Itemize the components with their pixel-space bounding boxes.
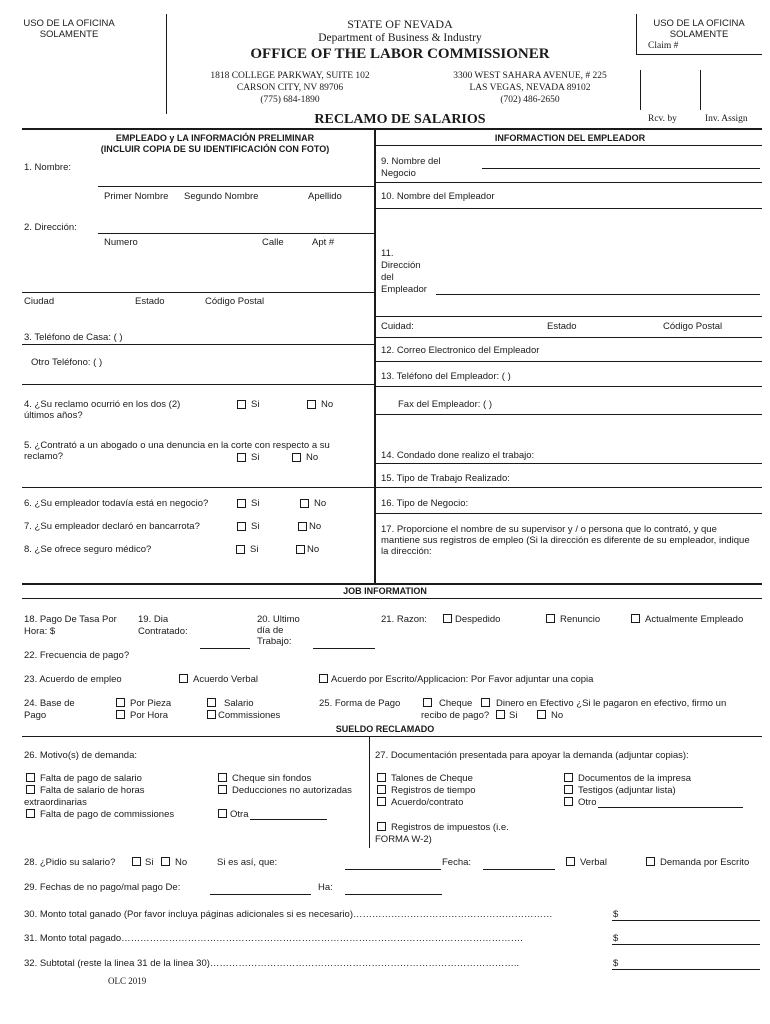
cheque-fondos-checkbox[interactable] [218, 773, 227, 782]
impuestos-label: Registros de impuestos (i.e. FORMA W-2) [375, 822, 509, 845]
q30-dollar: $ [613, 909, 619, 920]
section-rule-q3 [22, 384, 374, 385]
business-name-line[interactable] [482, 168, 760, 169]
q5-label: 5. ¿Contrató a un abogado o una denuncia en la corte con respecto a su reclamo? [24, 440, 330, 462]
q16-label: 16. Tipo de Negocio: [381, 498, 469, 509]
q20-label: 20. Ultimo día de Trabajo: [257, 614, 300, 647]
q26-label: 26. Motivo(s) de demanda: [24, 750, 138, 761]
deducciones-label: Deducciones no autorizadas [232, 785, 352, 796]
otra-checkbox[interactable] [218, 809, 227, 818]
q9-label: 9. Nombre del Negocio [381, 156, 441, 179]
q5-no-label: No [306, 452, 319, 463]
department-name: Department of Business & Industry [318, 32, 482, 44]
postal-label: Código Postal [205, 296, 265, 307]
job-rule [22, 583, 762, 585]
q28-demanda-label: Demanda por Escrito [660, 857, 750, 868]
employer-postal-label: Código Postal [663, 321, 723, 332]
q27-label: 27. Documentación presentada para apoyar la demanda (adjuntar copias): [375, 750, 689, 761]
falta-horas-label: Falta de salario de horas extraordinarias [24, 785, 145, 808]
q19-label: 19. Dia Contratado: [138, 614, 188, 637]
q8-si-label: Si [250, 544, 259, 555]
cheque-fondos-label: Cheque sin fondos [232, 773, 312, 784]
q31-amount-line[interactable] [612, 944, 760, 945]
q8-no-label: No [307, 544, 320, 555]
q14-label: 14. Condado done realizo el trabajo: [381, 450, 535, 461]
employer-heading-rule [376, 145, 762, 146]
efectivo-label: Dinero en Efectivo ¿Si le pagaron en efectivo, firmo un [496, 698, 727, 709]
job-heading-rule [22, 598, 762, 599]
q17-label: 17. Proporcione el nombre de su supervisor y / o persona que lo contrató, y que mantiene sus registros de empleo (Si la dirección es diferente de su empleador, indique la dirección: [381, 524, 750, 557]
por-hora-label: Por Hora [130, 710, 169, 721]
to-date-line[interactable] [345, 894, 442, 895]
phone-input-line[interactable] [22, 344, 374, 345]
q31-label: 31. Monto total pagado………………………………………………………………………………………………………………. [24, 933, 523, 944]
q28-verbal-checkbox[interactable] [566, 857, 575, 866]
wages-heading: SUELDO RECLAMADO [335, 724, 435, 734]
q5-si-label: Si [251, 452, 260, 463]
por-pieza-label: Por Pieza [130, 698, 172, 709]
q30-amount-line[interactable] [612, 920, 760, 921]
office-use-left: USO DE LA OFICINA SOLAMENTE [23, 18, 115, 40]
q32-amount-line[interactable] [612, 969, 760, 970]
otro-input-line[interactable] [598, 807, 743, 808]
carson-address: 1818 COLLEGE PARKWAY, SUITE 102 CARSON CITY, NV 89706 (775) 684-1890 [210, 71, 370, 105]
fecha-label: Fecha: [442, 857, 472, 868]
q13-rule [376, 386, 762, 387]
form-code: OLC 2019 [108, 976, 147, 986]
name-input-line[interactable] [98, 186, 374, 187]
q11-label: 11. Dirección del Empleador [381, 248, 427, 295]
verbal-agreement-checkbox[interactable] [179, 674, 188, 683]
q28-demanda-checkbox[interactable] [646, 857, 655, 866]
q6-no-checkbox[interactable] [300, 499, 309, 508]
q12-rule [376, 361, 762, 362]
q15-label: 15. Tipo de Trabajo Realizado: [381, 473, 510, 484]
employee-heading: EMPLEADO y LA INFORMACIÓN PRELIMINAR (INCLUIR COPIA DE SU IDENTIFICACIÓN CON FOTO) [100, 133, 330, 154]
falta-comisiones-label: Falta de pago de commissiones [40, 809, 175, 820]
fax-rule [376, 414, 762, 415]
recibo-si-label: Si [509, 710, 518, 721]
q28-verbal-label: Verbal [580, 857, 607, 868]
talones-label: Talones de Cheque [391, 773, 473, 784]
q23-label: 23. Acuerdo de empleo [24, 674, 122, 685]
q28-si-label: Si [145, 857, 154, 868]
registros-tiempo-checkbox[interactable] [377, 785, 386, 794]
employer-heading: INFORMACTION DEL EMPLEADOR [494, 133, 646, 143]
testigos-checkbox[interactable] [564, 785, 573, 794]
verbal-agreement-label: Acuerdo Verbal [193, 674, 258, 685]
q6-label: 6. ¿Su empleador todavía está en negocio? [24, 498, 209, 509]
employer-state-label: Estado [547, 321, 577, 332]
employer-city-label: Cuidad: [381, 321, 414, 332]
office-name: OFFICE OF THE LABOR COMMISSIONER [250, 46, 550, 62]
por-hora-checkbox[interactable] [116, 710, 125, 719]
fax-label: Fax del Empleador: ( ) [398, 399, 492, 410]
written-agreement-checkbox[interactable] [319, 674, 328, 683]
q15-rule [376, 487, 762, 488]
renuncio-label: Renuncio [560, 614, 601, 625]
header-divider-right [636, 14, 637, 54]
otro-label: Otro [578, 797, 597, 808]
fecha-input-line[interactable] [483, 869, 555, 870]
q5-si-checkbox[interactable] [237, 453, 246, 462]
other-phone-label: Otro Teléfono: ( ) [31, 357, 103, 368]
inv-divider [700, 70, 701, 110]
claim-underline [636, 54, 762, 55]
q28-no-checkbox[interactable] [161, 857, 170, 866]
recibo-si-checkbox[interactable] [496, 710, 505, 719]
apt-label: Apt # [312, 237, 335, 248]
q7-no-checkbox[interactable] [298, 522, 307, 531]
q6-no-label: No [314, 498, 327, 509]
q28-label: 28. ¿Pidio su salario? [24, 857, 116, 868]
claim-label: Claim # [648, 41, 679, 51]
first-name-label: Primer Nombre [104, 191, 169, 202]
job-heading: JOB INFORMATION [343, 586, 427, 596]
q25-label: 25. Forma de Pago [319, 698, 401, 709]
renuncio-checkbox[interactable] [546, 614, 555, 623]
q14-rule [376, 463, 762, 464]
address-input-line[interactable] [98, 233, 374, 234]
middle-name-label: Segundo Nombre [184, 191, 259, 202]
q1-label: 1. Nombre: [24, 162, 71, 173]
acuerdo-label: Acuerdo/contrato [391, 797, 464, 808]
header-rule [22, 128, 762, 130]
ciudad-label: Ciudad [24, 296, 55, 307]
hired-date-line[interactable] [200, 648, 250, 649]
last-name-label: Apellido [308, 191, 342, 202]
despedido-checkbox[interactable] [443, 614, 452, 623]
talones-checkbox[interactable] [377, 773, 386, 782]
city-input-line[interactable] [22, 292, 374, 293]
q28-si-checkbox[interactable] [132, 857, 141, 866]
comisiones-label: Commissiones [218, 710, 281, 721]
q13-label: 13. Teléfono del Empleador: ( ) [381, 371, 511, 382]
written-agreement-label: Acuerdo por Escrito/Applicacion: Por Favor adjuntar una copia [331, 674, 594, 685]
calle-label: Calle [262, 237, 284, 248]
salario-label: Salario [224, 698, 254, 709]
registros-tiempo-label: Registros de tiempo [391, 785, 476, 796]
efectivo-checkbox[interactable] [481, 698, 490, 707]
q31-dollar: $ [613, 933, 619, 944]
q7-si-checkbox[interactable] [237, 522, 246, 531]
q6-si-checkbox[interactable] [237, 499, 246, 508]
employer-address-line[interactable] [436, 294, 760, 295]
q16-rule [376, 513, 762, 514]
rcv-divider [640, 70, 641, 110]
last-day-line[interactable] [313, 648, 375, 649]
q30-label: 30. Monto total ganado (Por favor incluya páginas adicionales si es necesario)……………………………………………………… [24, 909, 553, 920]
office-use-right: USO DE LA OFICINA SOLAMENTE [653, 18, 745, 40]
q7-label: 7. ¿Su empleador declaró en bancarrota? [24, 521, 200, 532]
q6-si-label: Si [251, 498, 260, 509]
comisiones-checkbox[interactable] [207, 710, 216, 719]
q4-si-checkbox[interactable] [237, 400, 246, 409]
q24-label: 24. Base de Pago [24, 698, 75, 721]
q28-no-label: No [175, 857, 188, 868]
recibo-label: recibo de pago? [421, 710, 490, 721]
q3-label: 3. Teléfono de Casa: ( ) [24, 332, 123, 343]
q5-no-checkbox[interactable] [292, 453, 301, 462]
si-asi-label: Si es así, que: [217, 857, 278, 868]
city-rule [376, 337, 762, 338]
otro-checkbox[interactable] [564, 797, 573, 806]
si-asi-input-line[interactable] [345, 869, 441, 870]
otra-label: Otra [230, 809, 249, 820]
actual-checkbox[interactable] [631, 614, 640, 623]
q29-label: 29. Fechas de no pago/mal pago De: [24, 882, 181, 893]
rcv-by-label: Rcv. by [648, 114, 677, 124]
q7-si-label: Si [251, 521, 260, 532]
documentos-checkbox[interactable] [564, 773, 573, 782]
ha-label: Ha: [318, 882, 333, 893]
q9-rule [376, 182, 762, 183]
numero-label: Numero [104, 237, 138, 248]
q10-rule [376, 208, 762, 209]
state-name: STATE OF NEVADA [347, 17, 453, 31]
deducciones-checkbox[interactable] [218, 785, 227, 794]
inv-assign-label: Inv. Assign [705, 114, 748, 124]
q7-no-label: No [309, 521, 322, 532]
cheque-label: Cheque [439, 698, 473, 709]
q8-no-checkbox[interactable] [296, 545, 305, 554]
q8-label: 8. ¿Se ofrece seguro médico? [24, 544, 152, 555]
otra-input-line[interactable] [250, 819, 327, 820]
q12-label: 12. Correo Electronico del Empleador [381, 345, 540, 356]
q11-rule [376, 316, 762, 317]
documentos-label: Documentos de la impresa [578, 773, 691, 784]
despedido-label: Despedido [455, 614, 501, 625]
por-pieza-checkbox[interactable] [116, 698, 125, 707]
q4-label: 4. ¿Su reclamo ocurrió en los dos (2) últimos años? [24, 399, 181, 421]
recibo-no-checkbox[interactable] [537, 710, 546, 719]
actual-label: Actualmente Empleado [645, 614, 744, 625]
acuerdo-checkbox[interactable] [377, 797, 386, 806]
falta-salario-label: Falta de pago de salario [40, 773, 142, 784]
q22-label: 22. Frecuencia de pago? [24, 650, 130, 661]
testigos-label: Testigos (adjuntar lista) [578, 785, 676, 796]
form-title: RECLAMO DE SALARIOS [314, 112, 486, 127]
wages-divider [369, 736, 370, 848]
column-divider [374, 130, 376, 583]
cheque-checkbox[interactable] [423, 698, 432, 707]
header-divider-left [166, 14, 167, 114]
q2-label: 2. Dirección: [24, 222, 77, 233]
q4-si-label: Si [251, 399, 260, 410]
q32-label: 32. Subtotal (reste la linea 31 de la linea 30)…………………………………………………………………………………….. [24, 958, 520, 969]
q4-no-checkbox[interactable] [307, 400, 316, 409]
salario-checkbox[interactable] [207, 698, 216, 707]
q4-no-label: No [321, 399, 334, 410]
q10-label: 10. Nombre del Empleador [381, 191, 495, 202]
q21-label: 21. Razon: [381, 614, 427, 625]
wages-heading-rule [22, 736, 762, 737]
q18-label: 18. Pago De Tasa Por Hora: $ [24, 614, 117, 637]
vegas-address: 3300 WEST SAHARA AVENUE, # 225 LAS VEGAS, NEVADA 89102 (702) 486-2650 [453, 71, 607, 105]
q8-si-checkbox[interactable] [236, 545, 245, 554]
estado-label: Estado [135, 296, 165, 307]
section-rule-q5 [22, 487, 374, 488]
recibo-no-label: No [551, 710, 564, 721]
falta-salario-checkbox[interactable] [26, 773, 35, 782]
falta-comisiones-checkbox[interactable] [26, 809, 35, 818]
from-date-line[interactable] [210, 894, 311, 895]
q32-dollar: $ [613, 958, 619, 969]
